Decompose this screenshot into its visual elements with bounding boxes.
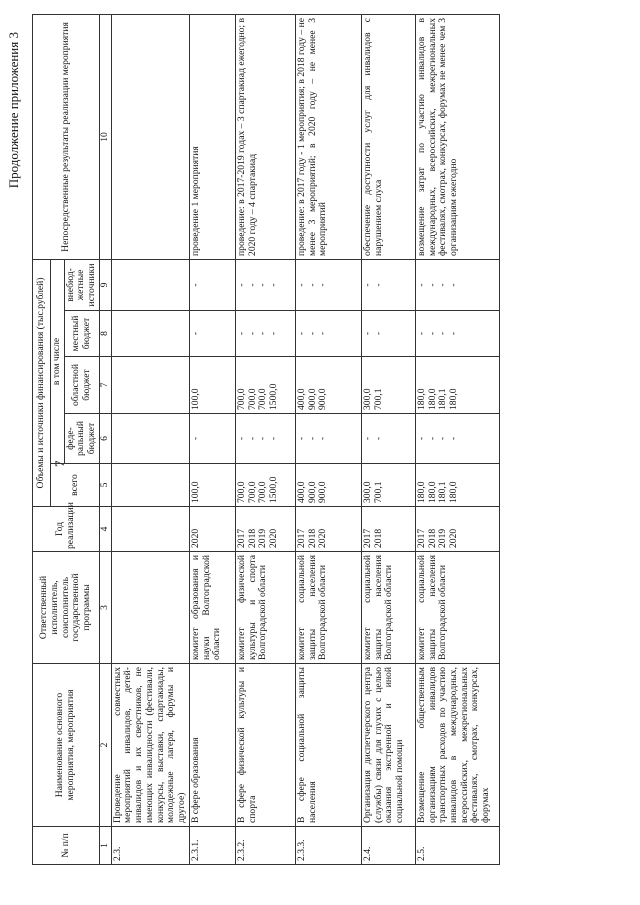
row-regional-line: 900,0 — [317, 388, 329, 410]
header-local: местный бюджет — [64, 311, 99, 357]
row-federal-line: - — [268, 436, 280, 441]
row-number: 2.3. — [111, 827, 189, 865]
row-federal — [295, 414, 361, 464]
row-years-line: 2020 — [448, 528, 460, 548]
header-offbudget: внебюд-жетные источники — [64, 259, 99, 310]
row-total-line: 700,1 — [372, 481, 384, 503]
row-years-line: 2018 — [306, 528, 318, 548]
row-local-line: - — [306, 331, 318, 336]
row-offbudget-line: - — [372, 283, 384, 287]
table-row — [111, 14, 189, 864]
row-local — [361, 311, 415, 357]
row-offbudget-line: - — [306, 283, 318, 287]
row-local-line: - — [246, 331, 258, 336]
row-offbudget-line: - — [361, 283, 373, 287]
header-year: Год реализации — [33, 507, 100, 552]
row-local-line: - — [317, 331, 329, 336]
row-total-line: 1500,0 — [268, 476, 280, 503]
row-regional — [111, 357, 189, 414]
row-number: 2.4. — [361, 827, 415, 865]
row-local-line: - — [268, 331, 280, 336]
row-regional — [295, 357, 361, 414]
row-regional-line: 180,0 — [415, 388, 427, 410]
row-total — [361, 464, 415, 507]
row-offbudget — [189, 259, 235, 310]
header-finance: Объемы и источники финансирования (тыс.рублей) — [33, 259, 51, 506]
row-offbudget — [361, 259, 415, 310]
row-total-line: 180,0 — [426, 481, 438, 503]
row-total-line: 180,0 — [415, 481, 427, 503]
row-regional-line: 900,0 — [306, 388, 318, 410]
row-regional-line: 700,0 — [257, 388, 269, 410]
row-federal-line: - — [361, 436, 373, 441]
row-total-line: 900,0 — [317, 481, 329, 503]
row-years-line: 2017 — [415, 528, 427, 548]
row-offbudget-line: - — [317, 283, 329, 287]
row-name: Организация диспетчерского центра (службы) связи для глухих с целью оказания экстренной и иной социальной помощи — [361, 664, 415, 827]
row-years-line: 2019 — [257, 528, 269, 548]
column-number: 6 — [99, 414, 111, 464]
header-in-that: в том числе — [51, 259, 65, 463]
row-total-line: 700,0 — [257, 481, 269, 503]
row-offbudget-line: - — [295, 283, 307, 287]
row-federal-line: - — [189, 436, 201, 441]
row-federal-line: - — [372, 436, 384, 441]
row-regional-line: 700,0 — [235, 388, 247, 410]
row-local-line: - — [437, 331, 449, 336]
row-local-line: - — [361, 331, 373, 336]
row-number: 2.3.2. — [235, 827, 295, 865]
row-executor: комитет социальной защиты населения Волгоградской области — [415, 552, 499, 664]
row-local-line: - — [448, 331, 460, 336]
row-executor: комитет социальной защиты населения Волгоградской области — [295, 552, 361, 664]
row-federal-line: - — [235, 436, 247, 441]
row-result: обеспечение доступности услуг для инвалидов с нарушением слуха — [361, 14, 415, 259]
row-years-line: 2018 — [246, 528, 258, 548]
header-name: Наименование основного мероприятия, мероприятия — [33, 664, 100, 827]
row-executor: комитет социальной защиты населения Волгоградской области — [361, 552, 415, 664]
column-number: 8 — [99, 311, 111, 357]
row-offbudget — [111, 259, 189, 310]
row-years — [361, 507, 415, 552]
row-executor: комитет образования и науки Волгоградской области — [189, 552, 235, 664]
row-number: 2.3.1. — [189, 827, 235, 865]
row-executor: комитет физической культуры и спорта Волгоградской области — [235, 552, 295, 664]
row-result: проведение: в 2017-2019 годах – 3 спартакиад ежегодно; в 2020 году – 4 спартакиад — [235, 14, 295, 259]
row-federal-line: - — [257, 436, 269, 441]
row-local — [111, 311, 189, 357]
row-total-line: 900,0 — [306, 481, 318, 503]
row-regional-line: 300,0 — [361, 388, 373, 410]
row-years-line: 2020 — [189, 528, 201, 548]
row-federal-line: - — [448, 436, 460, 441]
row-federal-line: - — [415, 436, 427, 441]
header-results: Непосредственные результаты реализации мероприятия — [33, 14, 100, 259]
page-number: 7 — [52, 460, 67, 467]
row-regional-line: 180,0 — [426, 388, 438, 410]
row-regional-line: 1500,0 — [268, 383, 280, 410]
row-years — [415, 507, 499, 552]
column-numbers-row — [99, 14, 111, 864]
row-offbudget — [295, 259, 361, 310]
program-table — [32, 14, 500, 865]
row-federal-line: - — [246, 436, 258, 441]
row-regional — [415, 357, 499, 414]
row-name: В сфере образования — [189, 664, 235, 827]
table-row — [189, 14, 235, 864]
row-years-line: 2018 — [372, 528, 384, 548]
table-row — [361, 14, 415, 864]
row-regional-line: 180,1 — [437, 388, 449, 410]
column-number: 3 — [99, 552, 111, 664]
column-number: 10 — [99, 14, 111, 259]
row-federal-line: - — [437, 436, 449, 441]
row-regional-line: 400,0 — [295, 388, 307, 410]
row-regional-line: 700,0 — [246, 388, 258, 410]
row-regional — [235, 357, 295, 414]
row-result: проведение 1 мероприятия — [189, 14, 235, 259]
row-name: Возмещение общественным организациям инвалидов транспортных расходов по участию инвалидов в международных, всероссийских, межрегиональных фестивалях, смотрах, конкурсах, форумах — [415, 664, 499, 827]
row-total-line: 700,0 — [235, 481, 247, 503]
column-number: 2 — [99, 664, 111, 827]
row-regional — [189, 357, 235, 414]
row-name: В сфере социальной защиты населения — [295, 664, 361, 827]
row-total-line: 180,0 — [448, 481, 460, 503]
row-local-line: - — [235, 331, 247, 336]
row-years-line: 2017 — [295, 528, 307, 548]
row-local-line: - — [189, 331, 201, 336]
table-body — [99, 14, 499, 864]
row-local — [415, 311, 499, 357]
row-number: 2.3.3. — [295, 827, 361, 865]
row-years-line: 2020 — [268, 528, 280, 548]
row-federal — [361, 414, 415, 464]
row-regional-line: 180,0 — [448, 388, 460, 410]
header-no: № п/п — [33, 827, 100, 865]
row-federal — [415, 414, 499, 464]
row-federal-line: - — [306, 436, 318, 441]
continuation-label: Продолжение приложения 3 — [6, 32, 21, 189]
row-federal — [189, 414, 235, 464]
row-federal-line: - — [295, 436, 307, 441]
row-total-line: 400,0 — [295, 481, 307, 503]
header-total: всего — [51, 464, 100, 507]
row-local-line: - — [426, 331, 438, 336]
header-executor: Ответственный исполнитель, соисполнитель государственной программы — [33, 552, 100, 664]
row-years-line: 2017 — [361, 528, 373, 548]
row-regional-line: 700,1 — [372, 388, 384, 410]
row-local-line: - — [415, 331, 427, 336]
table-row — [235, 14, 295, 864]
row-local — [189, 311, 235, 357]
row-local-line: - — [295, 331, 307, 336]
row-total-line: 180,1 — [437, 481, 449, 503]
row-total — [235, 464, 295, 507]
row-total — [189, 464, 235, 507]
row-regional-line: 100,0 — [189, 388, 201, 410]
row-local — [295, 311, 361, 357]
row-years-line: 2018 — [426, 528, 438, 548]
row-local — [235, 311, 295, 357]
header-regional: областной бюджет — [64, 357, 99, 414]
row-offbudget-line: - — [415, 283, 427, 287]
row-years-line: 2017 — [235, 528, 247, 548]
row-total — [295, 464, 361, 507]
row-result — [111, 14, 189, 259]
row-total — [415, 464, 499, 507]
row-years — [235, 507, 295, 552]
column-number: 9 — [99, 259, 111, 310]
row-offbudget-line: - — [257, 283, 269, 287]
row-local-line: - — [257, 331, 269, 336]
row-total-line: 300,0 — [361, 481, 373, 503]
row-regional — [361, 357, 415, 414]
column-number: 4 — [99, 507, 111, 552]
row-total-line: 100,0 — [189, 481, 201, 503]
row-federal — [235, 414, 295, 464]
row-years — [295, 507, 361, 552]
row-name: Проведение совместных мероприятий инвалидов, детей-инвалидов и их сверстников, не имеющих инвалидности (фестивали, конкурсы, выставки, спартакиады, молодежные лагеря, форумы и другое) — [111, 664, 189, 827]
row-total-line: 700,0 — [246, 481, 258, 503]
row-offbudget-line: - — [268, 283, 280, 287]
table-row — [415, 14, 499, 864]
row-name: В сфере физической культуры и спорта — [235, 664, 295, 827]
column-number: 7 — [99, 357, 111, 414]
row-number: 2.5. — [415, 827, 499, 865]
row-offbudget-line: - — [426, 283, 438, 287]
row-result: проведение: в 2017 году - 1 мероприятия; в 2018 году – не менее 3 мероприятий; в 2020 году – не менее 3 мероприятий — [295, 14, 361, 259]
row-offbudget-line: - — [437, 283, 449, 287]
row-offbudget — [235, 259, 295, 310]
row-offbudget — [415, 259, 499, 310]
header-federal: феде-ральный бюджет — [64, 414, 99, 464]
row-years — [111, 507, 189, 552]
column-number: 5 — [99, 464, 111, 507]
row-federal — [111, 414, 189, 464]
row-offbudget-line: - — [246, 283, 258, 287]
row-offbudget-line: - — [235, 283, 247, 287]
column-number: 1 — [99, 827, 111, 865]
row-federal-line: - — [426, 436, 438, 441]
row-years-line: 2020 — [317, 528, 329, 548]
row-total — [111, 464, 189, 507]
table-row — [295, 14, 361, 864]
row-years-line: 2019 — [437, 528, 449, 548]
row-executor — [111, 552, 189, 664]
row-offbudget-line: - — [448, 283, 460, 287]
row-offbudget-line: - — [189, 283, 201, 287]
row-years — [189, 507, 235, 552]
row-federal-line: - — [317, 436, 329, 441]
row-result: возмещение затрат по участию инвалидов в международных, всероссийских, межрегиональных фестивалях, смотрах, конкурсах, форумах не менее чем 3 организациям ежегодно — [415, 14, 499, 259]
row-local-line: - — [372, 331, 384, 336]
